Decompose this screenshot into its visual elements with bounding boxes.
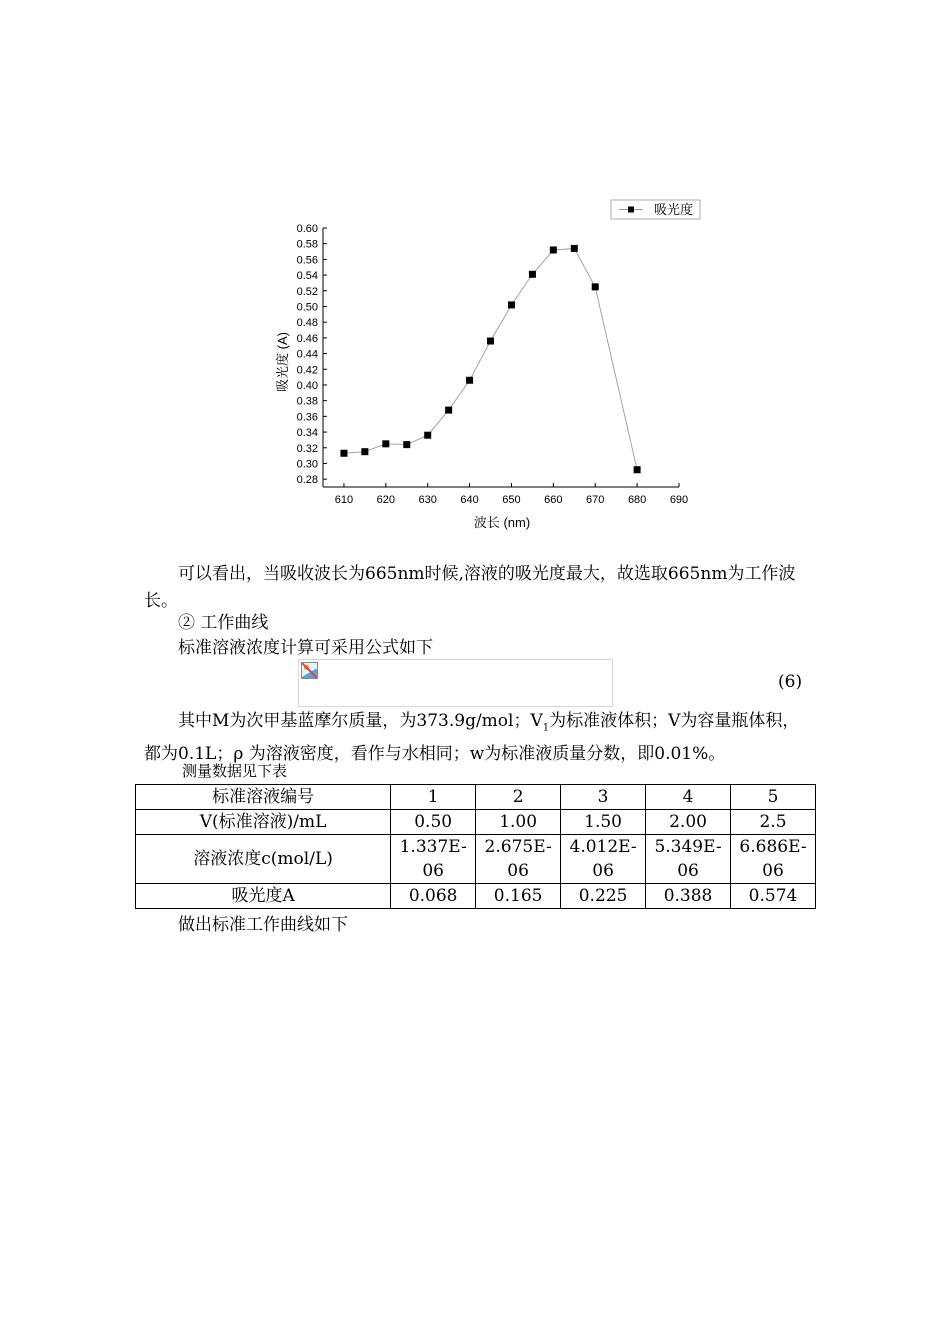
data-point: [445, 407, 452, 414]
table-cell: 0.388: [646, 884, 731, 909]
section-heading-work-curve: [144, 610, 809, 637]
definitions-text-b: 为标准液体积；V为容量瓶体积，都为0.1L；ρ 为溶液密度，看作与水相同；w为标准液质量分数，即0.01%。: [144, 711, 800, 765]
data-point: [529, 271, 536, 278]
table-cell: 0.165: [476, 884, 561, 909]
y-tick-label: 0.60: [296, 223, 318, 235]
chart-axes: [297, 223, 689, 506]
table-row-header: 溶液浓度c(mol/L): [136, 835, 391, 884]
table-cell: 1: [391, 785, 476, 810]
table-cell: 3: [561, 785, 646, 810]
data-point: [361, 448, 368, 455]
paragraph-formula-intro: [144, 635, 809, 662]
y-tick-label: 0.36: [296, 411, 318, 424]
data-point: [634, 466, 641, 473]
measurement-table-body: [136, 785, 816, 909]
data-point: [403, 441, 410, 448]
definitions-subscript: 1: [542, 722, 550, 734]
table-row-header: 标准溶液编号: [136, 785, 391, 810]
x-tick-label: 620: [376, 494, 396, 506]
formula-image-placeholder: [298, 659, 613, 707]
y-tick-label: 0.30: [296, 458, 318, 471]
table-cell: 2.675E-06: [476, 835, 561, 884]
chart-legend: [611, 200, 700, 219]
data-point: [424, 432, 431, 439]
y-axis-label: 吸光度 (A): [275, 332, 290, 392]
table-cell: 0.50: [391, 810, 476, 835]
table-cell: 2: [476, 785, 561, 810]
table-cell: 1.00: [476, 810, 561, 835]
table-cell: 1.337E-06: [391, 835, 476, 884]
data-point: [508, 301, 515, 308]
table-cell: 4: [646, 785, 731, 810]
measurement-table: [135, 784, 816, 909]
paragraph-curve-intro: [144, 912, 809, 939]
table-row-header: V(标准溶液)/mL: [136, 810, 391, 835]
paragraph-wavelength-conclusion: [144, 561, 809, 615]
x-tick-label: 610: [334, 494, 354, 506]
paragraph-curve-intro-text: 做出标准工作曲线如下: [178, 915, 348, 935]
table-caption: 测量数据见下表: [182, 762, 288, 780]
y-tick-label: 0.34: [296, 427, 318, 440]
x-tick-label: 630: [418, 494, 437, 506]
table-row: [136, 810, 816, 835]
definitions-text-a: 其中M为次甲基蓝摩尔质量，为373.9g/mol；V: [178, 711, 543, 731]
table-cell: 0.574: [731, 884, 816, 909]
data-point: [592, 283, 599, 290]
series-line: [344, 248, 637, 469]
x-axis-label: 波长 (nm): [473, 515, 531, 530]
table-cell: 5.349E-06: [646, 835, 731, 884]
y-tick-label: 0.44: [296, 348, 318, 361]
x-tick-label: 680: [627, 494, 647, 506]
y-tick-label: 0.42: [296, 364, 318, 377]
table-cell: 1.50: [561, 810, 646, 835]
data-point: [487, 338, 494, 345]
table-row: [136, 884, 816, 909]
absorption-spectrum-chart: [265, 190, 715, 540]
data-point: [382, 440, 389, 447]
y-tick-label: 0.58: [296, 238, 318, 251]
x-tick-label: 650: [502, 494, 521, 506]
y-tick-label: 0.28: [296, 474, 318, 487]
y-tick-label: 0.54: [296, 270, 318, 283]
y-tick-label: 0.48: [296, 317, 318, 330]
data-point: [550, 246, 557, 253]
data-point: [340, 450, 347, 457]
section-heading-text: ② 工作曲线: [178, 613, 269, 633]
table-row-header: 吸光度A: [136, 884, 391, 909]
x-tick-label: 640: [460, 494, 479, 506]
table-cell: 2.00: [646, 810, 731, 835]
table-row: [136, 835, 816, 884]
equation-number: (6): [778, 672, 803, 692]
legend-label: 吸光度: [654, 202, 694, 217]
table-cell: 0.068: [391, 884, 476, 909]
legend-marker: [628, 207, 634, 213]
y-tick-label: 0.38: [296, 395, 318, 408]
table-cell: 5: [731, 785, 816, 810]
x-tick-label: 690: [669, 494, 689, 506]
y-tick-label: 0.50: [296, 301, 318, 314]
y-tick-label: 0.52: [296, 285, 318, 298]
paragraph-wavelength-text: 可以看出，当吸收波长为665nm时候,溶液的吸光度最大，故选取665nm为工作波长。: [144, 564, 796, 611]
data-point: [571, 245, 578, 252]
y-tick-label: 0.56: [296, 254, 318, 267]
table-row: [136, 785, 816, 810]
table-cell: 4.012E-06: [561, 835, 646, 884]
x-tick-label: 670: [586, 494, 605, 506]
data-point: [466, 377, 473, 384]
x-tick-label: 660: [544, 494, 563, 506]
paragraph-formula-intro-text: 标准溶液浓度计算可采用公式如下: [178, 638, 433, 658]
y-tick-label: 0.40: [296, 379, 318, 392]
table-cell: 6.686E-06: [731, 835, 816, 884]
y-tick-label: 0.46: [296, 332, 318, 345]
y-tick-label: 0.32: [296, 442, 318, 455]
table-cell: 0.225: [561, 884, 646, 909]
table-cell: 2.5: [731, 810, 816, 835]
chart-series: [340, 245, 640, 473]
broken-image-icon: [301, 662, 318, 679]
